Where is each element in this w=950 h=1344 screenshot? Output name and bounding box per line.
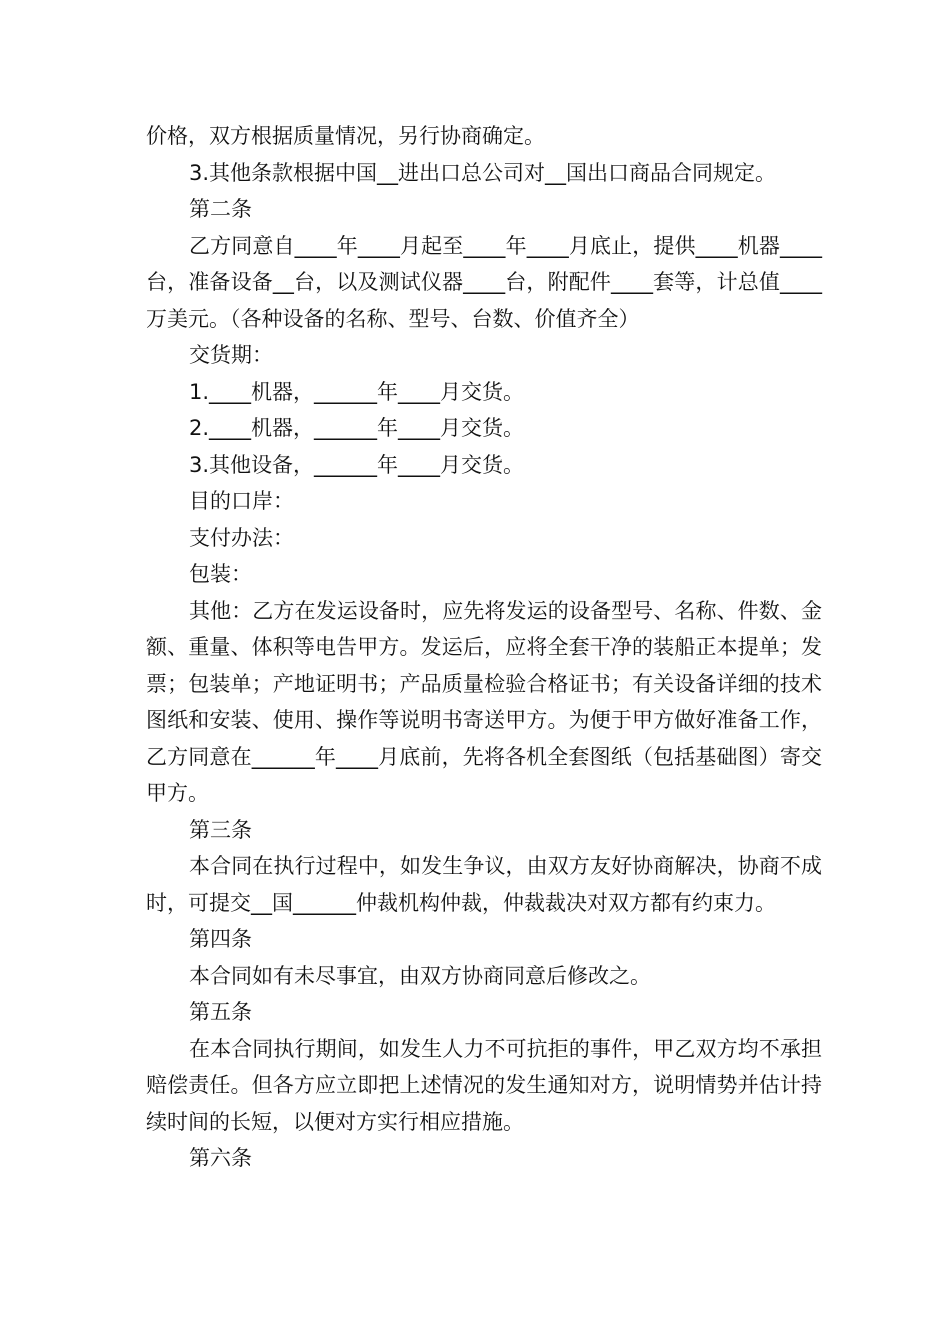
packaging-label: 包装： xyxy=(189,562,252,586)
paragraph-dispute-arbitration: 本合同在执行过程中，如发生争议，由双方友好协商解决，协商不成时，可提交__国______仲裁机构仲裁，仲裁裁决对双方都有约束力。 xyxy=(146,854,822,915)
delivery-item-1: 1.____机器，______年____月交货。 xyxy=(189,379,525,404)
document-body xyxy=(146,118,822,1177)
paragraph-price-negotiation: 价格，双方根据质量情况，另行协商确定。 xyxy=(146,124,545,148)
article-6-heading: 第六条 xyxy=(189,1146,252,1170)
paragraph-other-terms: 3.其他条款根据中国__进出口总公司对__国出口商品合同规定。 xyxy=(189,160,777,185)
delivery-item-3: 3.其他设备，______年____月交货。 xyxy=(189,452,525,477)
paragraph-amendments: 本合同如有未尽事宜，由双方协商同意后修改之。 xyxy=(189,963,651,988)
paragraph-supply-equipment: 乙方同意自____年____月起至____年____月底止，提供____机器____台，准备设备__台，以及测试仪器____台，附配件____套等，计总值____万美元。（各种设备的名称、型号、台数、价值齐全） xyxy=(146,233,822,331)
article-4-heading: 第四条 xyxy=(189,927,252,951)
payment-method-label: 支付办法： xyxy=(189,525,294,550)
article-2-heading: 第二条 xyxy=(189,197,252,221)
paragraph-force-majeure: 在本合同执行期间，如发生人力不可抗拒的事件，甲乙双方均不承担赔偿责任。但各方应立即把上述情况的发生通知对方，说明情势并估计持续时间的长短，以便对方实行相应措施。 xyxy=(146,1036,822,1134)
destination-port-label: 目的口岸： xyxy=(189,489,294,513)
article-3-heading: 第三条 xyxy=(189,817,252,842)
paragraph-shipping-documents: 其他：乙方在发运设备时，应先将发运的设备型号、名称、件数、金额、重量、体积等电告甲方。发运后，应将全套干净的装船正本提单；发票；包装单；产地证明书；产品质量检验合格证书；有关设备详细的技术图纸和安装、使用、操作等说明书寄送甲方。为便于甲方做好准备工作，乙方同意在______年____月底前，先将各机全套图纸（包括基础图）寄交甲方。 xyxy=(146,598,822,805)
article-5-heading: 第五条 xyxy=(189,1000,252,1024)
delivery-item-2: 2.____机器，______年____月交货。 xyxy=(189,416,525,440)
delivery-period-label: 交货期： xyxy=(189,343,273,367)
